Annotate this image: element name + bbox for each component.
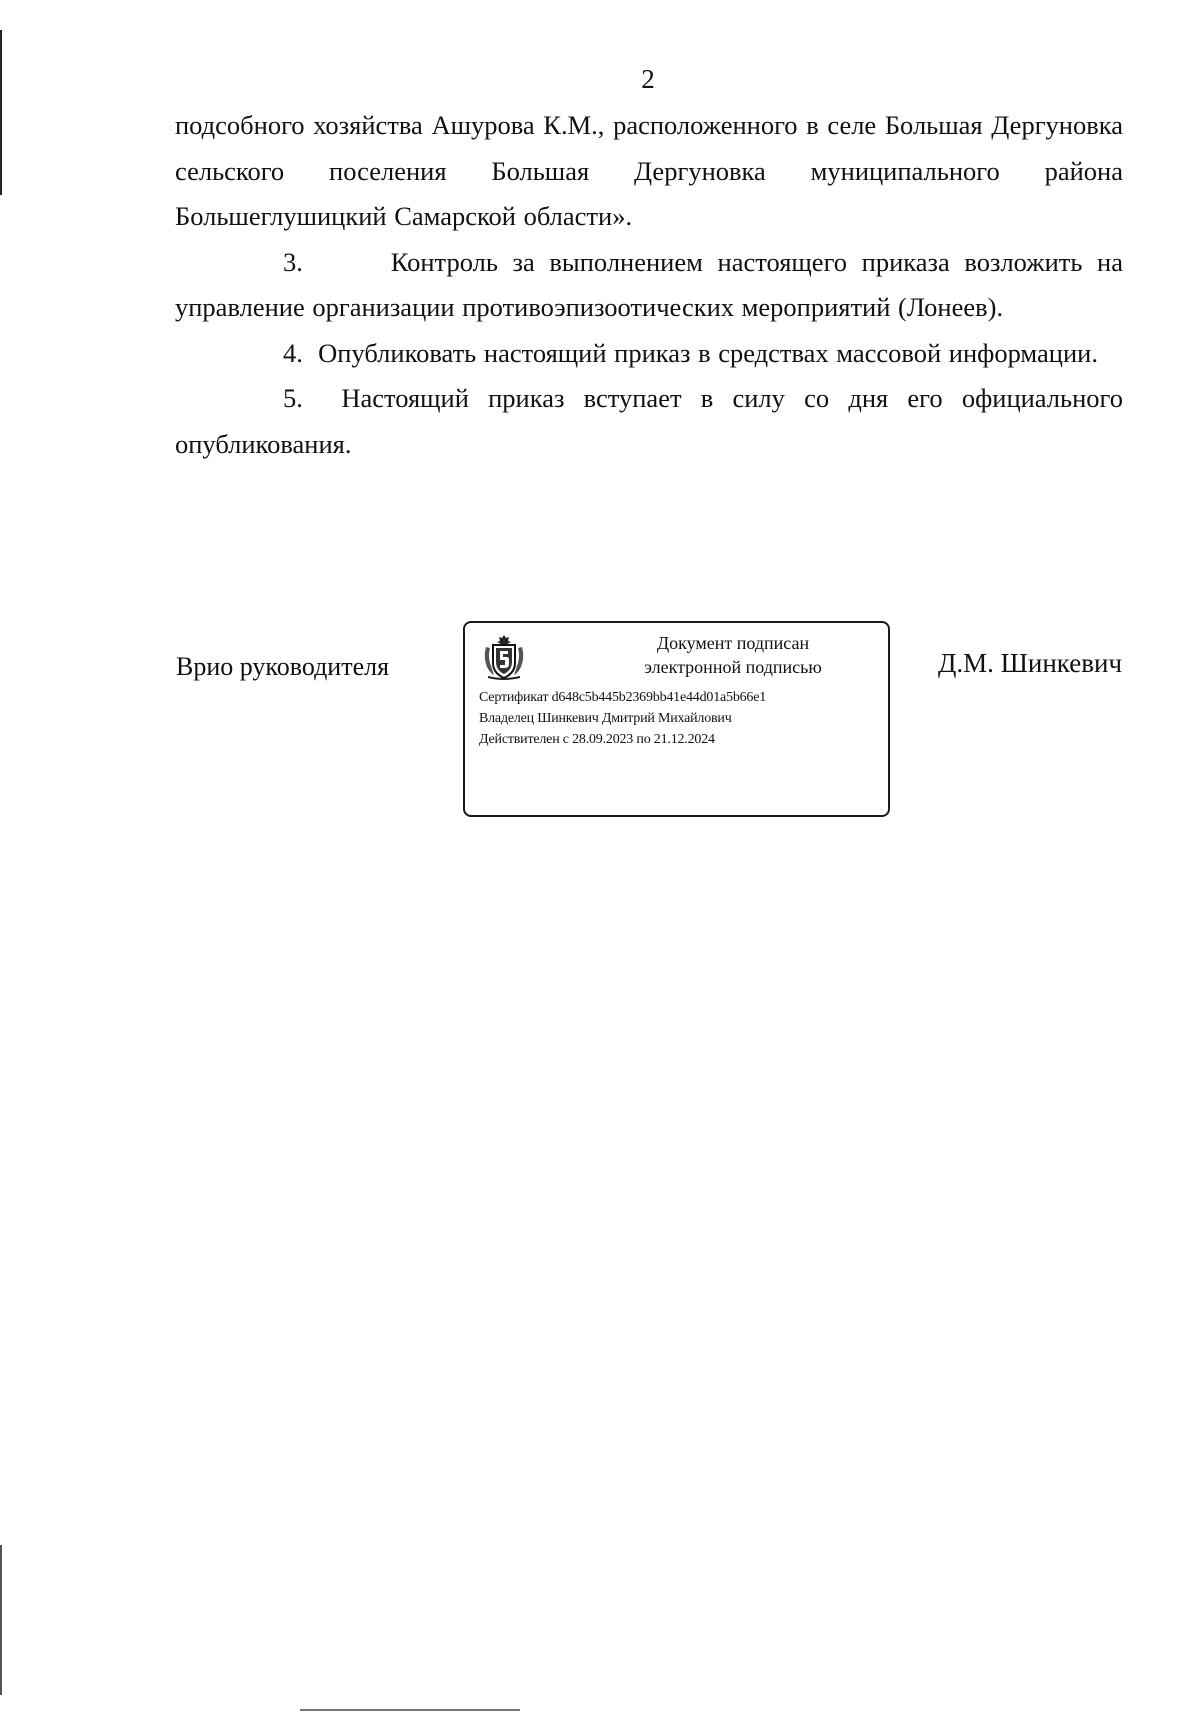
stamp-validity: Действителен с 28.09.2023 по 21.12.2024 [479,732,715,747]
stamp-details [479,687,766,750]
item-number: 3. [283,246,303,277]
stamp-heading-line-2: электронной подписью [644,657,822,677]
paragraph-continuation: подсобного хозяйства Ашурова К.М., расположенного в селе Большая Дергуновка сельского поселения Большая Дергуновка муниципального района Большеглушицкий Самарской области». [175,110,1123,231]
paragraph-item-4 [175,331,1123,377]
scan-edge-mark-top [0,30,2,195]
item-text: Опубликовать настоящий приказ в средствах массовой информации. [318,337,1098,368]
document-body [175,103,1123,467]
signatory-name: Д.М. Шинкевич [938,648,1123,678]
paragraph-item-5 [175,376,1123,467]
paragraph-item-3 [175,240,1123,331]
page-number: 2 [641,64,655,94]
scan-bottom-line [300,1709,520,1711]
stamp-owner: Владелец Шинкевич Дмитрий Михайлович [479,711,732,726]
item-text: Контроль за выполнением настоящего приказа возложить на управление организации противоэпизоотических мероприятий (Лонеев). [175,246,1124,322]
item-number: 4. [283,337,303,368]
scan-edge-mark-bottom [0,1545,2,1695]
signatory-title: Врио руководителя [176,652,390,681]
item-number: 5. [283,383,303,413]
item-text: Настоящий приказ вступает в силу со дня его официального опубликования. [175,383,1124,459]
stamp-heading-line-1: Документ подписан [656,633,810,653]
stamp-heading [585,631,881,679]
electronic-signature-stamp [463,621,890,817]
samara-region-coat-of-arms-icon [480,633,528,681]
stamp-certificate: Сертификат d648c5b445b2369bb41e44d01a5b66e1 [479,690,767,705]
